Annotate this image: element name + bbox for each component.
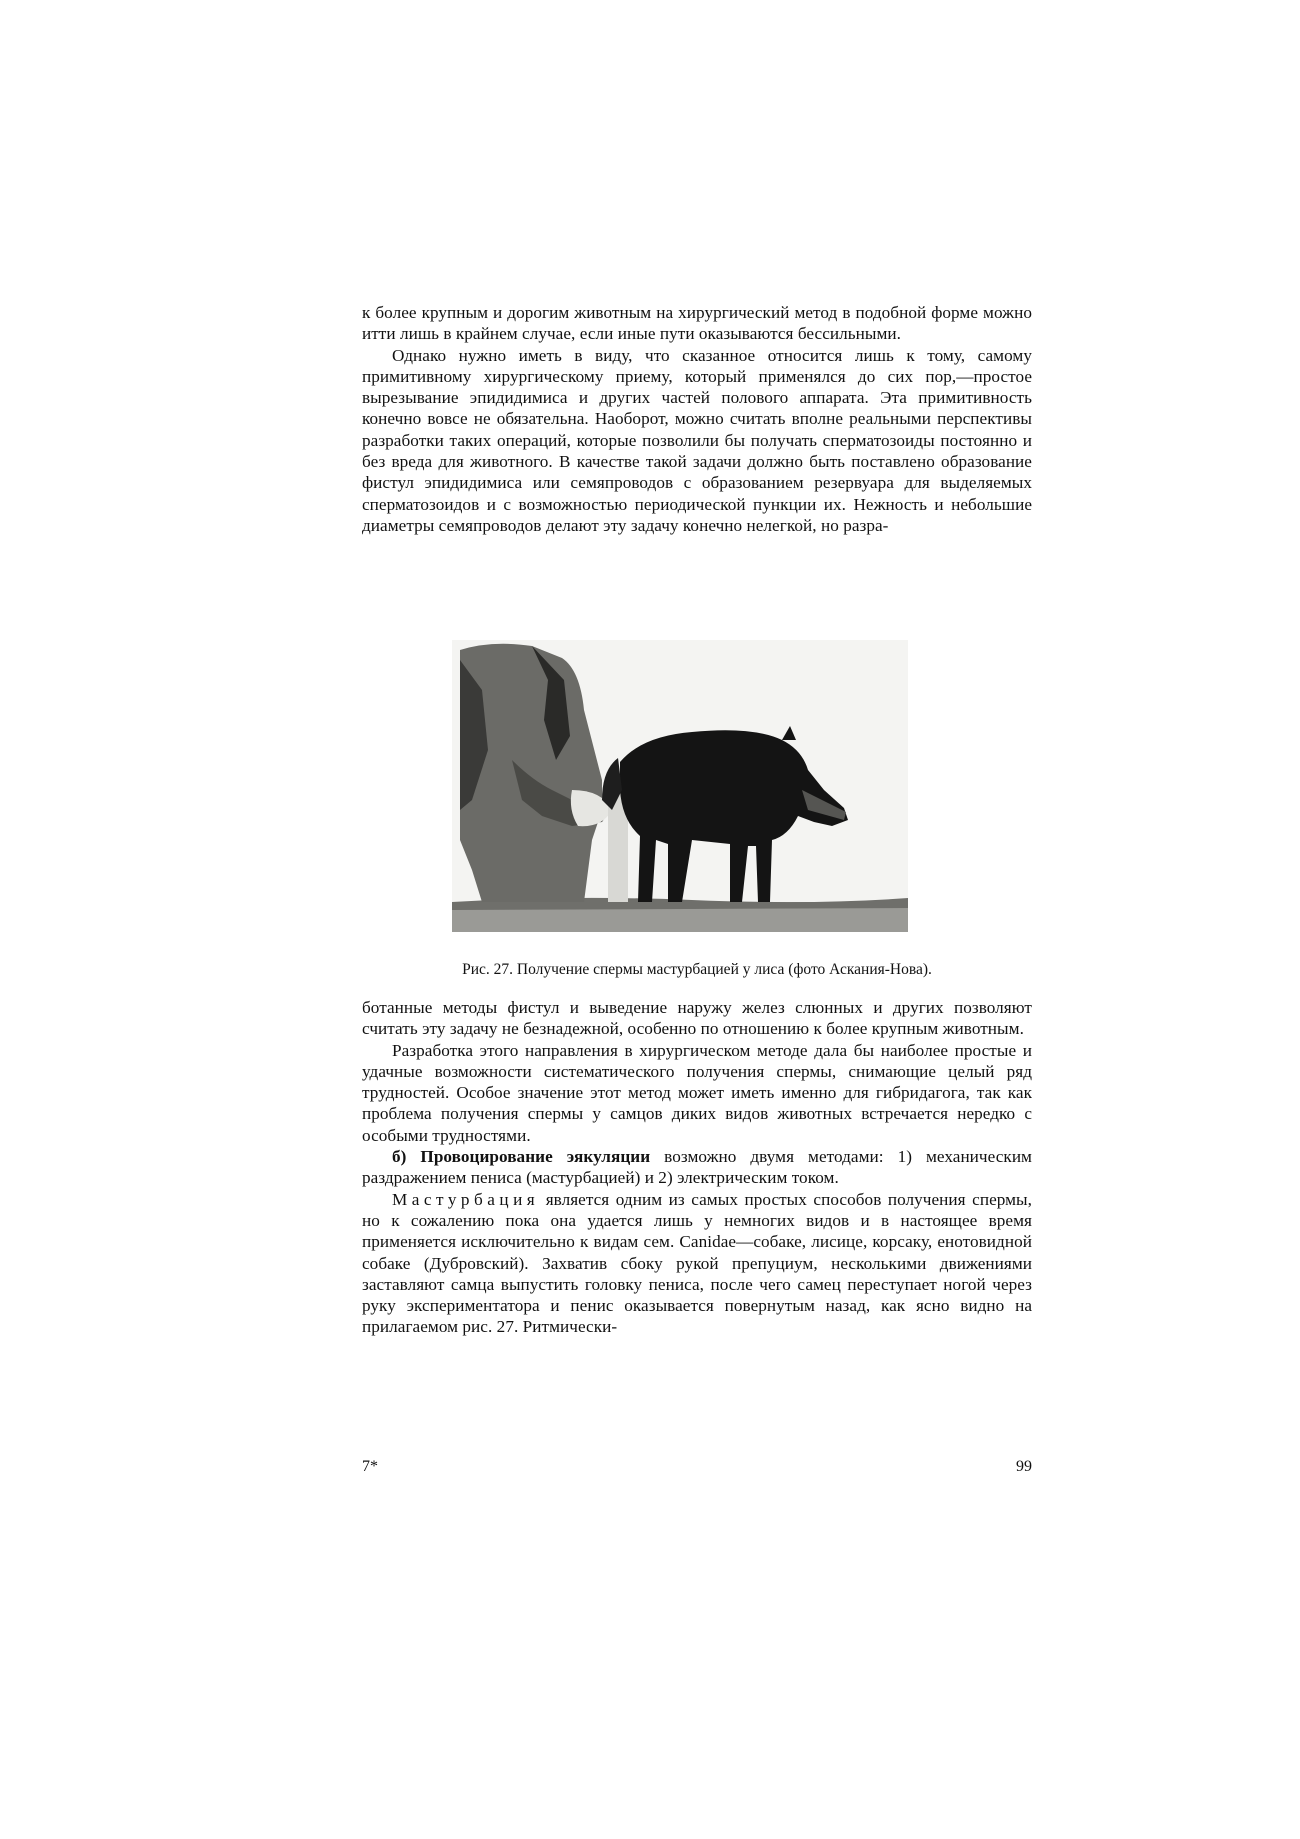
paragraph-surgical-method: Однако нужно иметь в виду, что сказанное относится лишь к тому, самому примитивному хирургическому приему, который применялся до сих пор,—простое вырезывание эпидидимиса и других частей полового аппарата. Эта примитивность конечно вовсе не обязательна. Наоборот, можно считать вполне реальными перспективы разработки таких операций, которые позволили бы получать сперматозоиды постоянно и без вреда для животного. В качестве такой задачи должно быть поставлено образование фистул эпидидимиса или семяпроводов с образованием резервуара для выделяемых сперматозоидов и с возможностью периодической пункции их. Нежность и небольшие диаметры семяпроводов делают эту задачу конечно нелегкой, но разра- (362, 345, 1032, 535)
signature-mark: 7* (362, 1458, 378, 1475)
paragraph-ejaculation-provocation (362, 1146, 1032, 1189)
page-number: 99 (1016, 1458, 1032, 1475)
heading-provocation: б) Провоцирование эякуляции (392, 1147, 651, 1167)
paragraph-provocation-text: возможно двумя методами: 1) механическим раздражением пениса (мастурбацией) и 2) электрическим током. (362, 1147, 1032, 1188)
photo-fox-and-handler (452, 640, 908, 932)
paragraph-development: Разработка этого направления в хирургическом методе дала бы наиболее простые и удачные возможности систематического получения спермы, снимающие целый ряд трудностей. Особое значение этот метод может иметь именно для гибридагога, так как проблема получения спермы у самцов диких видов животных встречается нередко с особыми трудностями. (362, 1040, 1032, 1145)
paragraph-fistula-methods: ботанные методы фистул и выведение наружу желез слюнных и других позволяют считать эту задачу не безнадежной, особенно по отношению к более крупным животным. (362, 998, 1032, 1039)
paragraph-continuation: к более крупным и дорогим животным на хирургический метод в подобной форме можно итти лишь в крайнем случае, если иные пути оказываются бессильными. (362, 303, 1032, 344)
paragraph-masturbation (362, 1189, 1032, 1338)
paragraph-masturbation-text: является одним из самых простых способов получения спермы, но к сожалению пока она удается лишь у немногих видов и в настоящее время применяется исключительно к видам сем. Canidae—собаке, лисице, корсаку, енотовидной собаке (Дубровский). Захватив сбоку рукой препуциум, несколькими движениями заставляют самца выпустить головку пениса, после чего самец переступает ногой через руку экспериментатора и пенис оказывается повернутым назад, как ясно видно на прилагаемом рис. 27. Ритмически- (362, 1189, 1032, 1337)
text-block-top (362, 302, 1032, 536)
figure-caption: Рис. 27. Получение спермы мастурбацией у лиса (фото Аскания-Нова). (462, 961, 932, 978)
term-masturbation: Мастурбация (392, 1189, 540, 1209)
text-block-bottom (362, 997, 1032, 1338)
figure-27-photo (452, 640, 908, 932)
